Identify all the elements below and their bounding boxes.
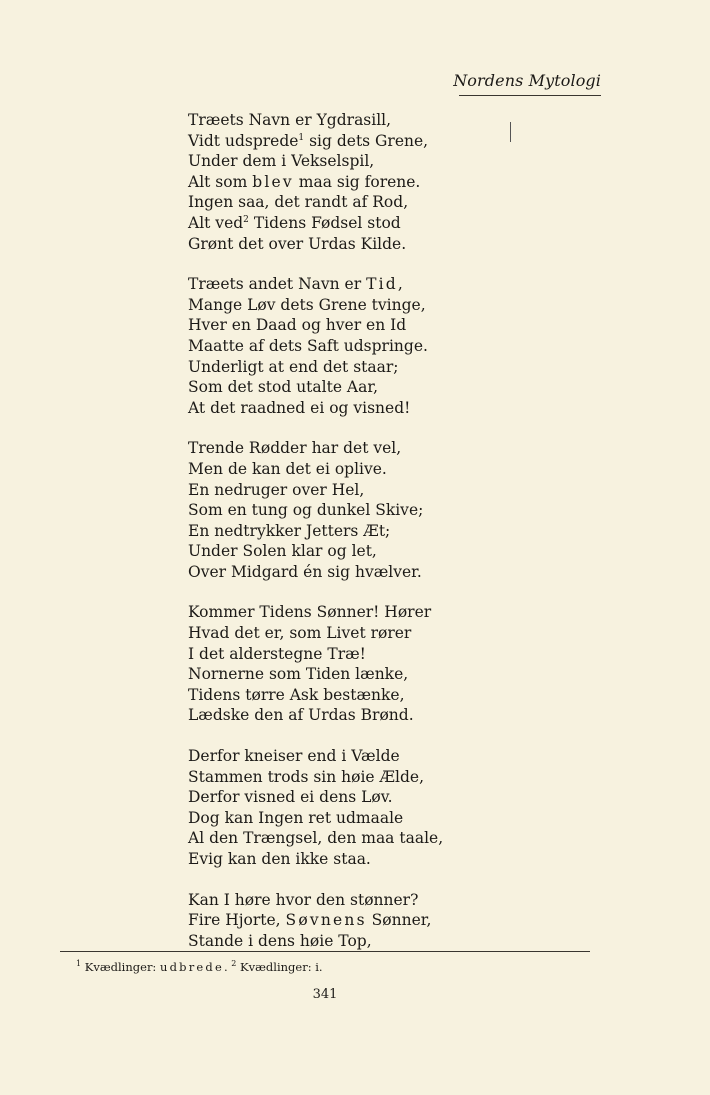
verse-line: Vidt udsprede$^1$ sig dets Grene, <box>188 131 429 150</box>
verse-line: Hvad det er, som Livet rører <box>188 624 412 643</box>
verse-line: Underligt at end det staar; <box>188 357 399 376</box>
verse-line: At det raadned ei og visned! <box>188 398 411 417</box>
verse-line: Maatte af dets Saft udspringe. <box>188 336 428 355</box>
spaced-word: blev <box>252 172 294 191</box>
stanza-5 <box>188 746 518 870</box>
verse-line: Dog kan Ingen ret udmaale <box>188 808 404 827</box>
verse-line: Evig kan den ikke staa. <box>188 850 371 868</box>
verse-line: Grønt det over Urdas Kilde. <box>188 234 407 253</box>
spaced-word: Tid, <box>366 275 406 294</box>
verse-line: Derfor kneiser end i Vælde <box>188 747 400 766</box>
footnote-marker-1: 1 <box>76 959 82 968</box>
verse-line: Mange Løv dets Grene tvinge, <box>188 295 426 314</box>
verse-line: Trende Rødder har det vel, <box>188 439 402 458</box>
verse-line: Lædske den af Urdas Brønd. <box>188 706 414 725</box>
verse-line: Nornerne som Tiden lænke, <box>188 665 409 684</box>
verse-line: Hver en Daad og hver en Id <box>188 316 407 335</box>
verse-line: Stande i dens høie Top, <box>188 931 372 950</box>
verse-line: I det alderstegne Træ! <box>188 644 366 663</box>
footnote-marker-2: 2 <box>231 959 237 968</box>
stanza-6 <box>188 890 518 952</box>
footnote-rule <box>60 951 590 952</box>
footnote-ref-1: 1 <box>298 132 305 143</box>
verse-line: En nedtrykker Jetters Æt; <box>188 521 391 540</box>
stanza-1 <box>188 110 518 254</box>
verse-line: Al den Trængsel, den maa taale, <box>188 829 444 848</box>
verse-line: Over Midgard én sig hvælver. <box>188 562 422 581</box>
verse-line: Kommer Tidens Sønner! Hører <box>188 603 432 622</box>
running-header: Nordens Mytologi <box>453 71 601 90</box>
stanza-3 <box>188 438 518 582</box>
spaced-word: udbrede <box>159 960 224 974</box>
poem <box>188 110 518 971</box>
verse-line: Kan I høre hvor den stønner? <box>188 890 419 909</box>
verse-line: Alt som blev maa sig forene. <box>188 172 421 191</box>
verse-line: Fire Hjorte, Søvnens Sønner, <box>188 911 432 930</box>
stanza-4 <box>188 602 518 726</box>
verse-line: Tidens tørre Ask bestænke, <box>188 685 405 704</box>
verse-line: Som en tung og dunkel Skive; <box>188 501 424 520</box>
header-rule <box>459 95 601 96</box>
spaced-word: Søvnens <box>285 911 367 930</box>
verse-line: Som det stod utalte Aar, <box>188 378 378 397</box>
verse-line: Træets andet Navn er Tid, <box>188 275 406 294</box>
verse-line: Stammen trods sin høie Ælde, <box>188 767 425 786</box>
verse-line: Derfor visned ei dens Løv. <box>188 788 393 807</box>
verse-line: En nedruger over Hel, <box>188 480 365 499</box>
footnote-ref-2: 2 <box>243 214 249 225</box>
verse-line: Men de kan det ei oplive. <box>188 459 387 478</box>
verse-line: Træets Navn er Ygdrasill, <box>188 111 392 129</box>
footnotes: $^1$ Kvædlinger: udbrede. $^2$ Kvædlinger: i. <box>76 959 323 974</box>
verse-line: Under Solen klar og let, <box>188 542 377 561</box>
verse-line: Alt ved$^2$ Tidens Fødsel stod <box>188 213 401 232</box>
verse-line: Under dem i Vekselspil, <box>188 152 375 171</box>
page-number: 341 <box>312 987 338 1002</box>
verse-line: Ingen saa, det randt af Rod, <box>188 193 409 212</box>
stanza-2 <box>188 274 518 418</box>
